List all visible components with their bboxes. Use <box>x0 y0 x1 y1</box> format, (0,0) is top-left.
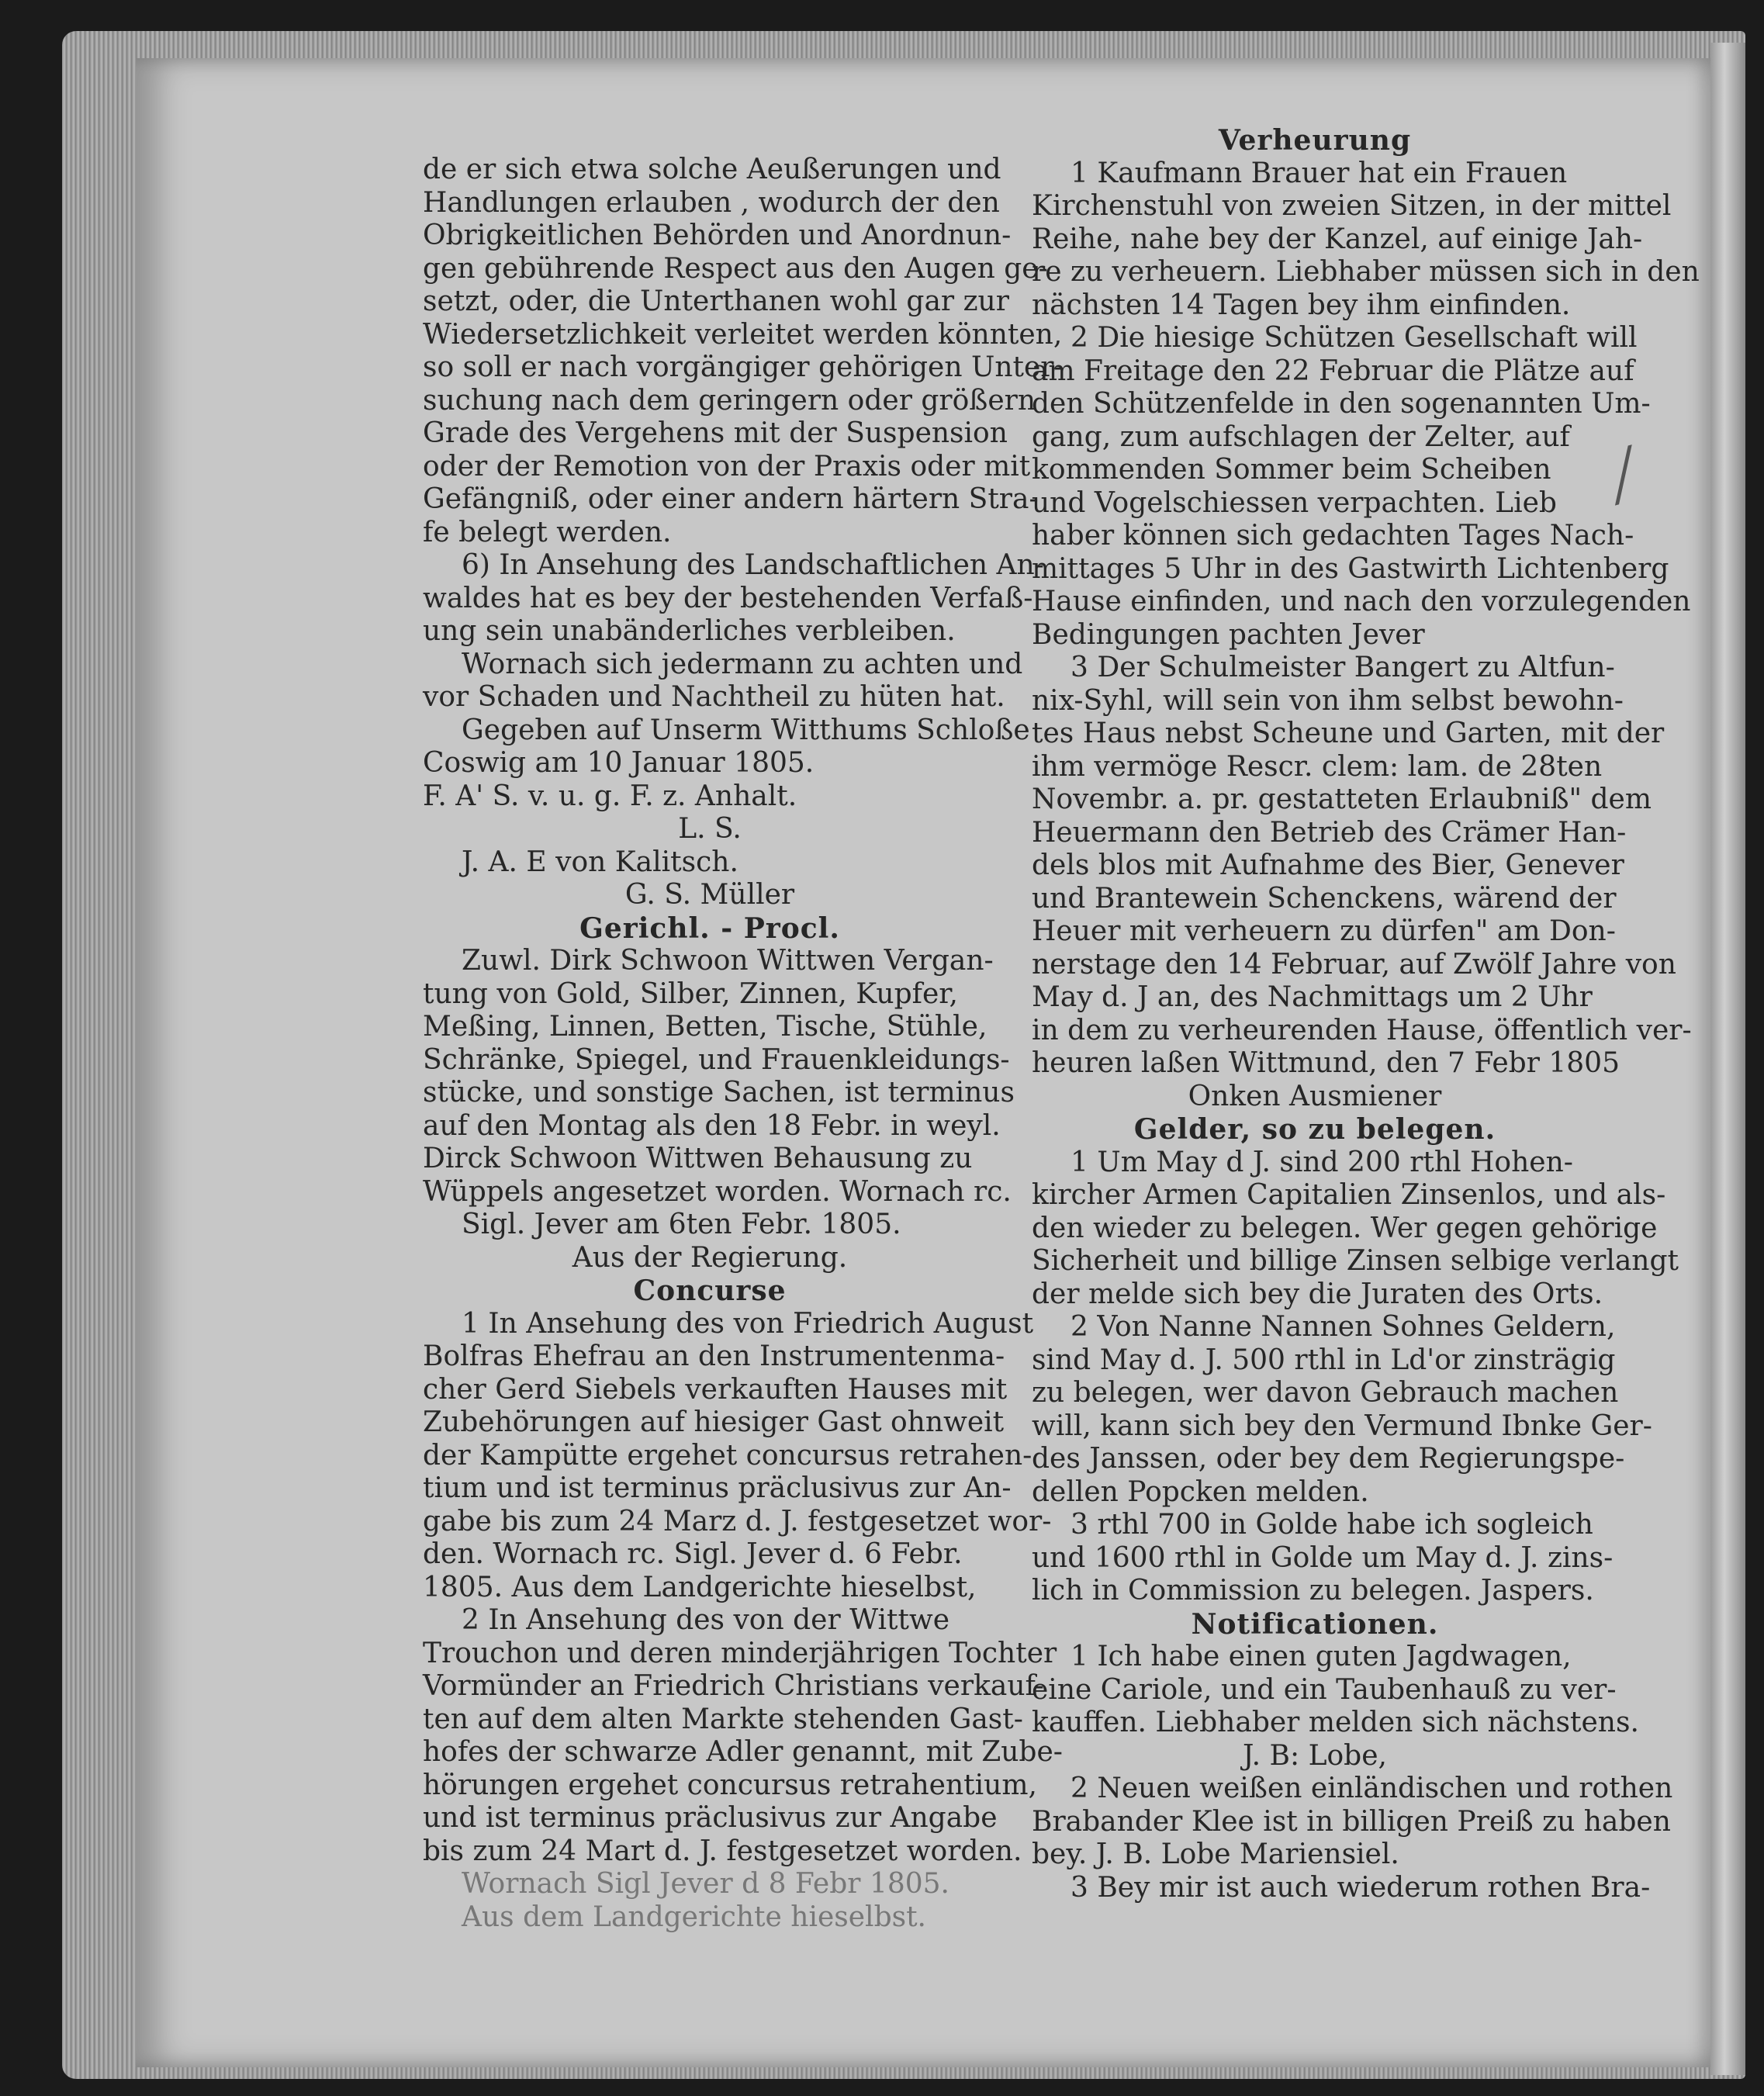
right-column-line: den Schützenfelde in den sogenannten Um- <box>1032 388 1651 420</box>
left-column-line: Wornach Sigl Jever d 8 Febr 1805. <box>462 1868 949 1900</box>
left-text-column <box>423 154 1064 1934</box>
left-column-line: 1 In Ansehung des von Friedrich August <box>462 1307 1034 1340</box>
right-column-line: re zu verheuern. Liebhaber müssen sich in den <box>1032 256 1700 288</box>
right-column-line: des Janssen, oder bey dem Regierungspe- <box>1032 1443 1625 1475</box>
left-column-line: Gefängniß, oder einer andern härtern Stra- <box>423 483 1039 515</box>
left-column-line: de er sich etwa solche Aeußerungen und <box>423 154 1001 185</box>
right-column-line: May d. J an, des Nachmittags um 2 Uhr <box>1032 981 1593 1013</box>
left-column-line: stücke, und sonstige Sachen, ist terminus <box>423 1077 1015 1109</box>
right-column-line: 1 Um May d J. sind 200 rthl Hohen- <box>1071 1146 1573 1178</box>
left-column-line: 6) In Ansehung des Landschaftlichen An- <box>462 549 1044 581</box>
left-column-line: Coswig am 10 Januar 1805. <box>423 747 815 779</box>
left-column-line: der Kampütte ergehet concursus retrahen- <box>423 1439 1032 1472</box>
left-column-line: oder der Remotion von der Praxis oder mit <box>423 450 1031 482</box>
left-column-line: tung von Gold, Silber, Zinnen, Kupfer, <box>423 977 958 1010</box>
left-column-line: Obrigkeitlichen Behörden und Anordnun- <box>423 220 1012 251</box>
pencil-mark: ╱ <box>1603 445 1645 506</box>
left-column-line: so soll er nach vorgängiger gehörigen Unter- <box>423 351 1064 383</box>
right-column-line: heuren laßen Wittmund, den 7 Febr 1805 <box>1032 1047 1620 1079</box>
right-column-line: kauffen. Liebhaber melden sich nächstens. <box>1032 1707 1639 1738</box>
left-column-line: ten auf dem alten Markte stehenden Gast- <box>423 1703 1023 1735</box>
left-column-line: Dirck Schwoon Wittwen Behausung zu <box>423 1143 973 1174</box>
right-column-line: kircher Armen Capitalien Zinsenlos, und als- <box>1032 1179 1666 1211</box>
right-column-line: 2 Neuen weißen einländischen und rothen <box>1071 1773 1673 1804</box>
right-column-line: Brabander Klee ist in billigen Preiß zu haben <box>1032 1805 1671 1838</box>
right-column-line: und Vogelschiessen verpachten. Lieb <box>1032 486 1557 519</box>
right-column-line: der melde sich bey die Juraten des Orts. <box>1032 1278 1603 1310</box>
right-column-line: dellen Popcken melden. <box>1032 1475 1369 1508</box>
right-column-line: sind May d. J. 500 rthl in Ld'or zinsträgig <box>1032 1344 1616 1376</box>
left-column-line: Gegeben auf Unserm Witthums Schloße <box>462 714 1030 746</box>
right-column-line: bey. J. B. Lobe Mariensiel. <box>1032 1838 1399 1870</box>
left-column-line: J. A. E von Kalitsch. <box>462 846 738 878</box>
left-column-line: Zuwl. Dirk Schwoon Wittwen Vergan- <box>462 945 994 977</box>
left-column-line: 1805. Aus dem Landgerichte hieselbst, <box>423 1571 977 1603</box>
left-column-line: suchung nach dem geringern oder größern <box>423 384 1036 417</box>
left-column-line: L. S. <box>678 813 742 845</box>
left-column-line: cher Gerd Siebels verkauften Hauses mit <box>423 1373 1008 1406</box>
right-column-line: Heuermann den Betrieb des Crämer Han- <box>1032 816 1627 849</box>
right-text-column <box>1032 124 1700 1904</box>
left-column-line: Gerichl. - Procl. <box>579 911 840 945</box>
left-column-line: bis zum 24 Mart d. J. festgesetzet worden. <box>423 1835 1022 1867</box>
left-column-line: den. Wornach rc. Sigl. Jever d. 6 Febr. <box>423 1538 963 1570</box>
right-column-line: tes Haus nebst Scheune und Garten, mit der <box>1032 718 1665 749</box>
left-column-line: Wüppels angesetzet worden. Wornach rc. <box>423 1175 1012 1208</box>
right-column-line: und 1600 rthl in Golde um May d. J. zins- <box>1032 1541 1614 1574</box>
left-column-line: tium und ist terminus präclusivus zur An- <box>423 1472 1012 1504</box>
right-column-line: Heuer mit verheuern zu dürfen" am Don- <box>1032 915 1616 947</box>
right-column-line: nächsten 14 Tagen bey ihm einfinden. <box>1032 289 1571 321</box>
right-column-line: nerstage den 14 Februar, auf Zwölf Jahre von <box>1032 948 1676 981</box>
right-column-line: Gelder, so zu belegen. <box>1133 1113 1496 1146</box>
left-column-line: hörungen ergehet concursus retrahentium, <box>423 1769 1037 1801</box>
right-column-line: Sicherheit und billige Zinsen selbige verlangt <box>1032 1245 1679 1277</box>
left-column-line: und ist terminus präclusivus zur Angabe <box>423 1802 998 1834</box>
left-column-line: Concurse <box>633 1275 787 1307</box>
left-column-line: Meßing, Linnen, Betten, Tische, Stühle, <box>423 1011 987 1043</box>
right-column-line: in dem zu verheurenden Hause, öffentlich ver- <box>1032 1014 1692 1046</box>
right-column-line: dels blos mit Aufnahme des Bier, Genever <box>1032 849 1624 881</box>
right-column-line: Reihe, nahe bey der Kanzel, auf einige Jah- <box>1032 223 1643 255</box>
right-column-line: lich in Commission zu belegen. Jaspers. <box>1032 1575 1594 1607</box>
right-column-line: Onken Ausmiener <box>1188 1080 1442 1112</box>
left-column-line: gabe bis zum 24 Marz d. J. festgesetzet wor- <box>423 1505 1052 1537</box>
right-column-line: den wieder zu belegen. Wer gegen gehörige <box>1032 1212 1658 1244</box>
left-column-line: Bolfras Ehefrau an den Instrumentenma- <box>423 1340 1005 1372</box>
right-column-line: Hause einfinden, und nach den vorzulegenden <box>1032 586 1691 617</box>
left-column-line: Handlungen erlauben , wodurch der den <box>423 186 1000 219</box>
right-column-line: Notificationen. <box>1191 1607 1439 1641</box>
right-column-line: will, kann sich bey den Vermund Ibnke Ger- <box>1032 1409 1652 1442</box>
left-column-line: 2 In Ansehung des von der Wittwe <box>462 1604 950 1636</box>
right-column-line: 3 Bey mir ist auch wiederum rothen Bra- <box>1071 1871 1651 1904</box>
right-column-line: ihm vermöge Rescr. clem: lam. de 28ten <box>1032 750 1603 783</box>
left-column-line: auf den Montag als den 18 Febr. in weyl. <box>423 1109 1001 1142</box>
left-column-line: F. A' S. v. u. g. F. z. Anhalt. <box>423 780 797 812</box>
left-column-line: ung sein unabänderliches verbleiben. <box>423 615 956 647</box>
left-column-line: vor Schaden und Nachtheil zu hüten hat. <box>423 681 1005 713</box>
right-column-line: am Freitage den 22 Februar die Plätze auf <box>1032 355 1634 387</box>
left-column-line: Aus dem Landgerichte hieselbst. <box>462 1901 926 1933</box>
right-column-line: kommenden Sommer beim Scheiben <box>1032 454 1551 486</box>
right-column-line: mittages 5 Uhr in des Gastwirth Lichtenberg <box>1032 552 1669 585</box>
right-column-line: 2 Die hiesige Schützen Gesellschaft will <box>1071 322 1638 354</box>
right-column-line: Novembr. a. pr. gestatteten Erlaubniß" dem <box>1032 783 1652 815</box>
left-column-line: gen gebührende Respect aus den Augen ge- <box>423 252 1048 285</box>
right-column-line: und Brantewein Schenckens, wärend der <box>1032 882 1617 915</box>
right-column-line: eine Cariole, und ein Taubenhauß zu ver- <box>1032 1673 1617 1706</box>
left-column-line: fe belegt werden. <box>423 516 672 548</box>
right-column-line: Verheurung <box>1218 124 1412 157</box>
left-column-line: Aus der Regierung. <box>572 1241 848 1274</box>
right-column-line: 1 Ich habe einen guten Jagdwagen, <box>1071 1641 1572 1672</box>
right-column-line: 3 rthl 700 in Golde habe ich sogleich <box>1071 1509 1593 1541</box>
right-column-line: 3 Der Schulmeister Bangert zu Altfun- <box>1071 652 1615 683</box>
left-column-line: Grade des Vergehens mit der Suspension <box>423 417 1008 449</box>
left-column-line: Schränke, Spiegel, und Frauenkleidungs- <box>423 1043 1010 1076</box>
right-column-line: J. B: Lobe, <box>1243 1739 1387 1772</box>
right-page-edge <box>1710 43 1745 2075</box>
left-column-line: hofes der schwarze Adler genannt, mit Zube- <box>423 1736 1063 1768</box>
left-column-line: G. S. Müller <box>624 879 795 911</box>
right-column-line: Bedingungen pachten Jever <box>1032 618 1425 651</box>
right-column-line: nix-Syhl, will sein von ihm selbst bewohn- <box>1032 684 1624 717</box>
right-column-line: zu belegen, wer davon Gebrauch machen <box>1032 1377 1619 1409</box>
left-column-line: waldes hat es bey der bestehenden Verfaß- <box>423 582 1033 614</box>
right-column-line: haber können sich gedachten Tages Nach- <box>1032 520 1634 552</box>
left-column-line: Wornach sich jedermann zu achten und <box>462 648 1023 680</box>
left-column-line: Zubehörungen auf hiesiger Gast ohnweit <box>423 1406 1005 1438</box>
right-column-line: Kirchenstuhl von zweien Sitzen, in der mittel <box>1032 190 1672 222</box>
right-column-line: gang, zum aufschlagen der Zelter, auf <box>1032 420 1570 453</box>
right-column-line: 1 Kaufmann Brauer hat ein Frauen <box>1071 157 1568 189</box>
left-column-line: Vormünder an Friedrich Christians verkauf- <box>423 1670 1044 1702</box>
left-column-line: setzt, oder, die Unterthanen wohl gar zur <box>423 285 1009 317</box>
left-column-line: Wiedersetzlichkeit verleitet werden könnten, <box>423 318 1063 351</box>
left-column-line: Sigl. Jever am 6ten Febr. 1805. <box>462 1209 901 1240</box>
right-column-line: 2 Von Nanne Nannen Sohnes Geldern, <box>1071 1311 1616 1343</box>
left-column-line: Trouchon und deren minderjährigen Tochter <box>423 1637 1057 1669</box>
